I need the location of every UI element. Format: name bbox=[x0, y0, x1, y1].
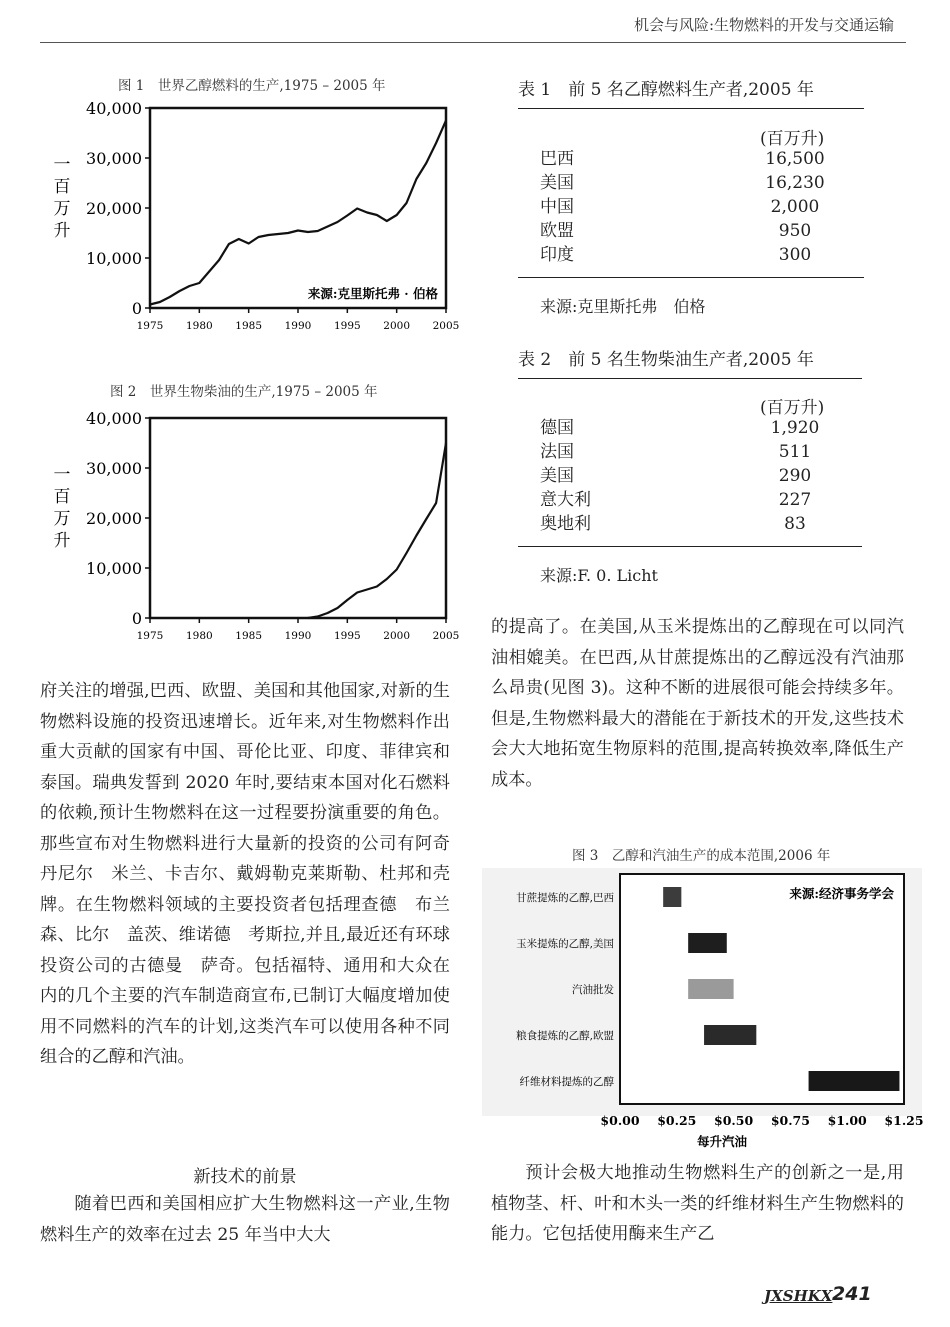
figure-3-plot-frame bbox=[620, 874, 904, 1104]
figure-1-chart bbox=[40, 100, 470, 350]
country-cell: 奥地利 bbox=[540, 514, 591, 534]
figure-2-y-tick-label: 40,000 bbox=[86, 409, 142, 428]
figure-3-x-axis-label: 每升汽油 bbox=[696, 1134, 748, 1149]
table-1-caption: 表 1 前 5 名乙醇燃料生产者,2005 年 bbox=[518, 80, 814, 100]
figure-2-y-axis-label-char: 万 bbox=[53, 509, 71, 529]
figure-2-y-axis-label-char: 升 bbox=[53, 531, 71, 551]
table-2-source: 来源:F. 0. Licht bbox=[540, 566, 658, 585]
left-paragraph-1: 府关注的增强,巴西、欧盟、美国和其他国家,对新的生物燃料设施的投资迅速增长。近年来,对生物燃料作出重大贡献的国家有中国、哥伦比亚、印度、菲律宾和泰国。瑞典发誓到 2020 年时,要结束本国对化石燃料的依赖,预计生物燃料在这一过程要扮演重要的角色。那些宣布对生物燃料进行大量新的投资的公司有阿奇 丹尼尔 米兰、卡吉尔、戴姆勒克莱斯勒、杜邦和壳牌。在生物燃料领域的主要投资者包括理查德 布兰森、比尔 盖茨、维诺德 考斯拉,并且,最近还有环球投资公司的古德曼 萨奇。包括福特、通用和大众在内的几个主要的汽车制造商宣布,已制订大幅度增加使用不同燃料的汽车的计划,这类汽车可以使用各种不同组合的乙醇和汽油。 bbox=[40, 681, 468, 1067]
figure-3-category-label: 粮食提炼的乙醇,欧盟 bbox=[516, 1030, 614, 1042]
country-cell: 印度 bbox=[540, 245, 574, 265]
figure-3-caption: 图 3 乙醇和汽油生产的成本范围,2006 年 bbox=[572, 848, 831, 864]
value-cell: 2,000 bbox=[770, 197, 820, 217]
value-cell: 83 bbox=[784, 514, 806, 534]
figure-3-chart bbox=[482, 868, 922, 1158]
figure-3-range-bar bbox=[688, 933, 727, 953]
figure-2-x-tick-label: 1995 bbox=[333, 630, 361, 642]
section-title: 新技术的前景 bbox=[193, 1167, 297, 1187]
figure-2-x-tick-label: 1985 bbox=[235, 630, 263, 642]
figure-3-x-tick-label: $0.00 bbox=[600, 1113, 640, 1128]
figure-1-x-tick-label: 2000 bbox=[383, 320, 411, 332]
table-1-unit: (百万升) bbox=[760, 129, 825, 149]
figure-1-series-line bbox=[150, 121, 446, 305]
figure-1-x-tick-label: 1980 bbox=[185, 320, 213, 332]
figure-3-range-bar bbox=[688, 979, 733, 999]
figure-3-x-tick-label: $0.25 bbox=[657, 1113, 697, 1128]
figure-2-y-axis-label-char: 百 bbox=[53, 487, 71, 507]
figure-1-x-tick-label: 1990 bbox=[284, 320, 312, 332]
value-cell: 511 bbox=[778, 442, 812, 462]
right-paragraph-1: 的提高了。在美国,从玉米提炼出的乙醇现在可以同汽油相媲美。在巴西,从甘蔗提炼出的乙醇远没有汽油那么昂贵(见图 3)。这种不断的进展很可能会持续多年。但是,生物燃料最大的潜能在于新技术的开发,这些技术会大大地拓宽生物原料的范围,提高转换效率,降低生产成本。 bbox=[491, 617, 904, 790]
figure-2-x-tick-label: 2005 bbox=[432, 630, 460, 642]
figure-3-x-tick-label: $1.25 bbox=[884, 1113, 924, 1128]
figure-1-x-tick-label: 1995 bbox=[333, 320, 361, 332]
figure-3-range-bar bbox=[704, 1025, 756, 1045]
right-paragraph-2: 预计会极大地推动生物燃料生产的创新之一是,用植物茎、杆、叶和木头一类的纤维材料生产生物燃料的能力。它包括使用酶来生产乙 bbox=[491, 1163, 904, 1244]
figure-2-y-tick-label: 30,000 bbox=[86, 459, 142, 478]
table-1-bottom-rule bbox=[518, 277, 864, 278]
figure-2-series-line bbox=[308, 443, 446, 618]
value-cell: 950 bbox=[778, 221, 812, 241]
figure-3-category-label: 汽油批发 bbox=[572, 984, 614, 996]
figure-3-category-label: 纤维材料提炼的乙醇 bbox=[519, 1076, 614, 1088]
figure-3-x-tick-label: $0.50 bbox=[714, 1113, 754, 1128]
value-cell: 1,920 bbox=[770, 418, 820, 438]
figure-2-plot-frame bbox=[150, 418, 446, 618]
figure-1-x-tick-label: 1975 bbox=[136, 320, 164, 332]
figure-1-y-axis-label-char: 升 bbox=[53, 221, 71, 241]
country-cell: 法国 bbox=[540, 442, 574, 462]
figure-1-y-axis-label-char: 一 bbox=[53, 155, 71, 175]
figure-1-y-tick-label: 0 bbox=[131, 299, 142, 318]
value-cell: 16,230 bbox=[765, 173, 825, 193]
figure-2-y-tick-label: 20,000 bbox=[86, 509, 142, 528]
country-cell: 美国 bbox=[540, 173, 574, 193]
footer-brand: JXSHKX bbox=[764, 1287, 833, 1305]
figure-2-chart bbox=[40, 410, 470, 660]
figure-2-y-tick-label: 10,000 bbox=[86, 559, 142, 578]
figure-2-x-tick-label: 1975 bbox=[136, 630, 164, 642]
figure-2-y-axis-label-char: 一 bbox=[53, 465, 71, 485]
figure-3-category-label: 玉米提炼的乙醇,美国 bbox=[516, 938, 614, 950]
figure-3-x-tick-label: $0.75 bbox=[770, 1113, 810, 1128]
table-2-top-rule bbox=[518, 378, 862, 379]
figure-1-caption: 图 1 世界乙醇燃料的生产,1975 – 2005 年 bbox=[118, 78, 386, 94]
figure-2-x-tick-label: 2000 bbox=[383, 630, 411, 642]
figure-3-range-bar bbox=[663, 887, 681, 907]
figure-3-range-bar bbox=[809, 1071, 900, 1091]
figure-1-y-axis-label-char: 百 bbox=[53, 177, 71, 197]
header-rule bbox=[40, 42, 906, 43]
value-cell: 290 bbox=[778, 466, 812, 486]
figure-1-y-tick-label: 20,000 bbox=[86, 199, 142, 218]
figure-3-source-annotation: 来源:经济事务学会 bbox=[789, 886, 894, 901]
page-number: 241 bbox=[832, 1283, 872, 1305]
figure-3-x-tick-label: $1.00 bbox=[827, 1113, 867, 1128]
country-cell: 意大利 bbox=[540, 490, 591, 510]
figure-1-y-axis-label-char: 万 bbox=[53, 199, 71, 219]
country-cell: 德国 bbox=[540, 418, 574, 438]
figure-2-y-tick-label: 0 bbox=[131, 609, 142, 628]
figure-3-category-label: 甘蔗提炼的乙醇,巴西 bbox=[516, 892, 614, 904]
figure-2-x-tick-label: 1990 bbox=[284, 630, 312, 642]
value-cell: 227 bbox=[778, 490, 812, 510]
figure-2-x-tick-label: 1980 bbox=[185, 630, 213, 642]
table-2-unit: (百万升) bbox=[760, 398, 825, 418]
value-cell: 16,500 bbox=[765, 149, 825, 169]
country-cell: 巴西 bbox=[540, 149, 574, 169]
table-2-caption: 表 2 前 5 名生物柴油生产者,2005 年 bbox=[518, 350, 814, 370]
running-head: 机会与风险:生物燃料的开发与交通运输 bbox=[633, 16, 894, 34]
figure-1-source-annotation: 来源:克里斯托弗 · 伯格 bbox=[307, 286, 438, 301]
country-cell: 欧盟 bbox=[540, 221, 574, 241]
figure-1-y-tick-label: 30,000 bbox=[86, 149, 142, 168]
figure-2-caption: 图 2 世界生物柴油的生产,1975 – 2005 年 bbox=[110, 384, 378, 400]
value-cell: 300 bbox=[778, 245, 812, 265]
table-1-top-rule bbox=[518, 108, 864, 109]
left-paragraph-2: 随着巴西和美国相应扩大生物燃料这一产业,生物燃料生产的效率在过去 25 年当中大大 bbox=[40, 1194, 450, 1245]
country-cell: 中国 bbox=[540, 197, 574, 217]
figure-1-x-tick-label: 2005 bbox=[432, 320, 460, 332]
figure-1-y-tick-label: 40,000 bbox=[86, 99, 142, 118]
table-1-source: 来源:克里斯托弗 伯格 bbox=[540, 297, 706, 316]
figure-1-x-tick-label: 1985 bbox=[235, 320, 263, 332]
country-cell: 美国 bbox=[540, 466, 574, 486]
table-2-bottom-rule bbox=[518, 546, 862, 547]
figure-1-y-tick-label: 10,000 bbox=[86, 249, 142, 268]
